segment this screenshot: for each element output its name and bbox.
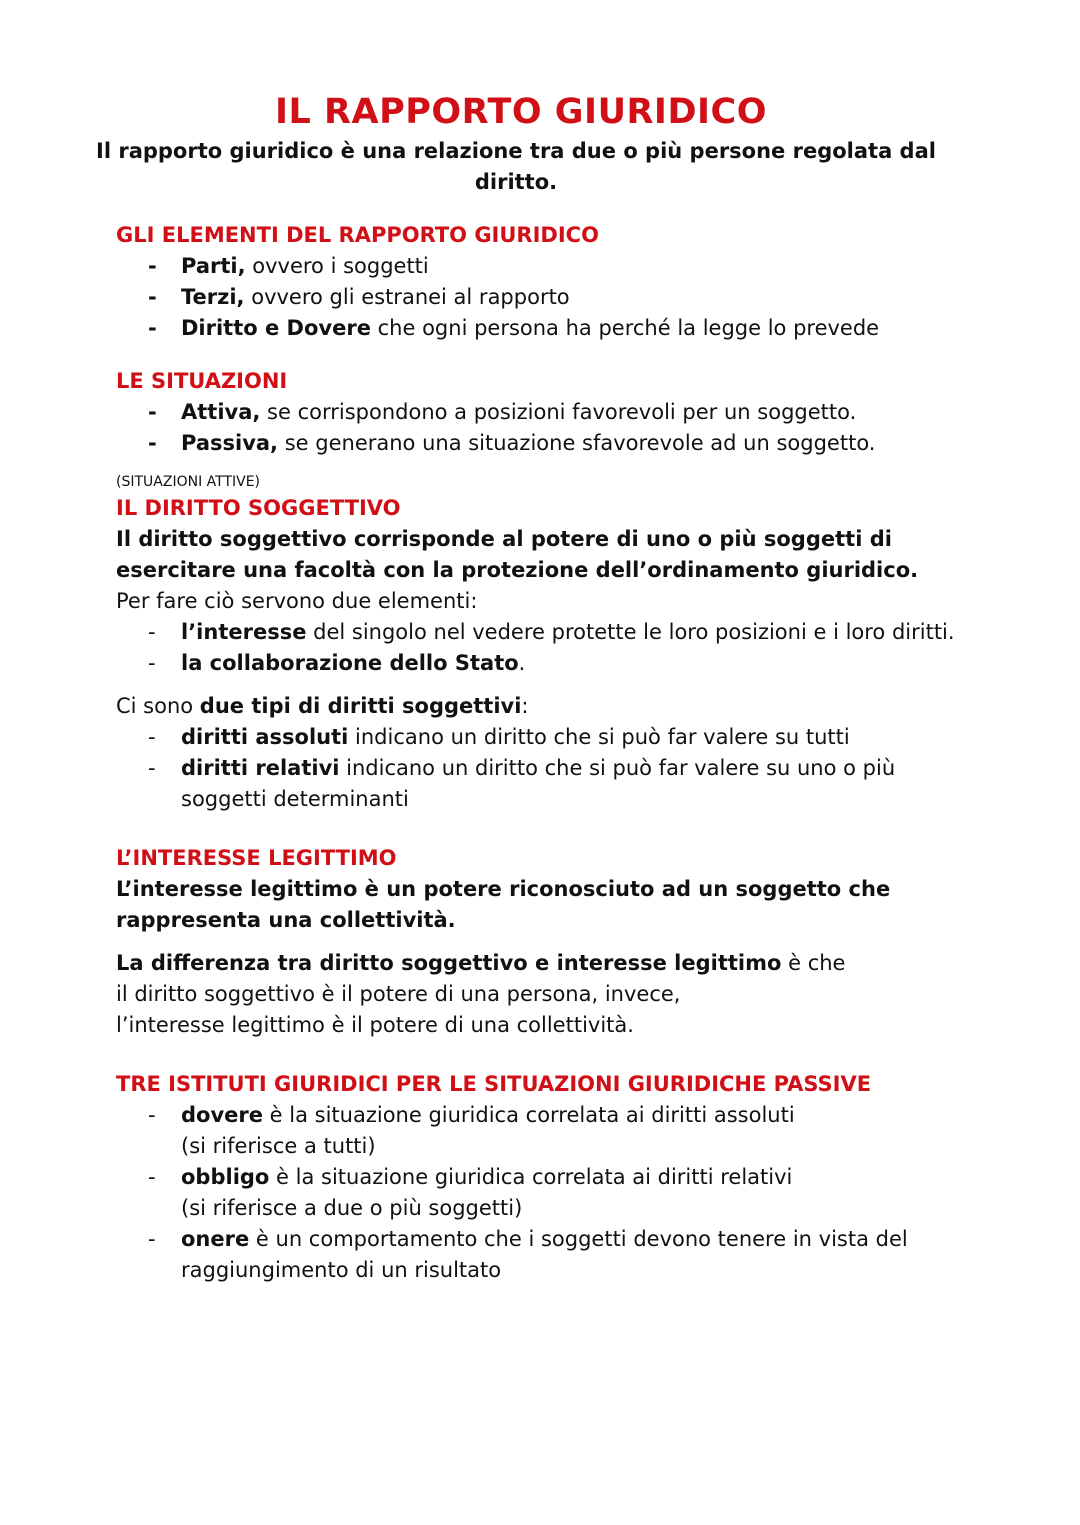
situations-heading: LE SITUAZIONI (116, 369, 288, 393)
difference-line: il diritto soggettivo è il potere di una persona, invece, (116, 982, 681, 1006)
dash-bullet: - (148, 316, 157, 340)
dash-bullet: - (148, 254, 157, 278)
subjective-right-section (116, 471, 966, 815)
passive-heading: TRE ISTITUTI GIURIDICI PER LE SITUAZIONI GIURIDICHE PASSIVE (116, 1072, 872, 1096)
elements-section (116, 220, 966, 344)
active-situations-note: (SITUAZIONI ATTIVE) (116, 474, 261, 490)
passive-section (116, 1069, 966, 1286)
list-item: - diritti relativi indicano un diritto che si può far valere su uno o più soggetti determinanti (116, 753, 966, 815)
difference-line: La differenza tra diritto soggettivo e interesse legittimo è che (116, 951, 846, 975)
document-page (96, 90, 966, 1286)
intro-definition: Il rapporto giuridico è una relazione tra due o più persone regolata dal diritto. (96, 139, 936, 194)
dash-bullet: - (148, 400, 157, 424)
dash-bullet: - (148, 431, 157, 455)
list-item: - diritti assoluti indicano un diritto che si può far valere su tutti (116, 722, 966, 753)
list-item: - Diritto e Dovere che ogni persona ha perché la legge lo prevede (116, 313, 966, 344)
list-item: - Passiva, se generano una situazione sfavorevole ad un soggetto. (116, 428, 966, 459)
list-item: - obbligo è la situazione giuridica correlata ai diritti relativi (si riferisce a due o più soggetti) (116, 1162, 966, 1224)
dash-bullet: - (148, 725, 156, 749)
legitimate-interest-heading: L’INTERESSE LEGITTIMO (116, 846, 397, 870)
elements-heading: GLI ELEMENTI DEL RAPPORTO GIURIDICO (116, 223, 599, 247)
dash-bullet: - (148, 1227, 156, 1251)
dash-bullet: - (148, 756, 156, 780)
page-title: IL RAPPORTO GIURIDICO (275, 92, 767, 132)
legitimate-interest-definition: L’interesse legittimo è un potere riconosciuto ad un soggetto che rappresenta una collettività. (116, 877, 891, 932)
list-item: - Terzi, ovvero gli estranei al rapporto (116, 282, 966, 313)
legitimate-interest-section (116, 843, 966, 1041)
dash-bullet: - (148, 1165, 156, 1189)
list-item: - dovere è la situazione giuridica correlata ai diritti assoluti (si riferisce a tutti) (116, 1100, 966, 1162)
dash-bullet: - (148, 1103, 156, 1127)
types-intro: Ci sono due tipi di diritti soggettivi: (116, 694, 529, 718)
dash-bullet: - (148, 285, 157, 309)
situations-section (116, 366, 966, 459)
dash-bullet: - (148, 620, 156, 644)
list-item: - Attiva, se corrispondono a posizioni favorevoli per un soggetto. (116, 397, 966, 428)
list-item: - la collaborazione dello Stato. (116, 648, 966, 679)
list-item: - l’interesse del singolo nel vedere protette le loro posizioni e i loro diritti. (116, 617, 966, 648)
subjective-right-heading: IL DIRITTO SOGGETTIVO (116, 496, 401, 520)
list-item: - onere è un comportamento che i soggetti devono tenere in vista del raggiungimento di un risultato (116, 1224, 966, 1286)
elements-intro: Per fare ciò servono due elementi: (116, 589, 478, 613)
list-item: - Parti, ovvero i soggetti (116, 251, 966, 282)
difference-line: l’interesse legittimo è il potere di una collettività. (116, 1013, 634, 1037)
dash-bullet: - (148, 651, 156, 675)
subjective-right-definition: Il diritto soggettivo corrisponde al potere di uno o più soggetti di esercitare una facoltà con la protezione dell’ordinamento giuridico. (116, 527, 919, 582)
